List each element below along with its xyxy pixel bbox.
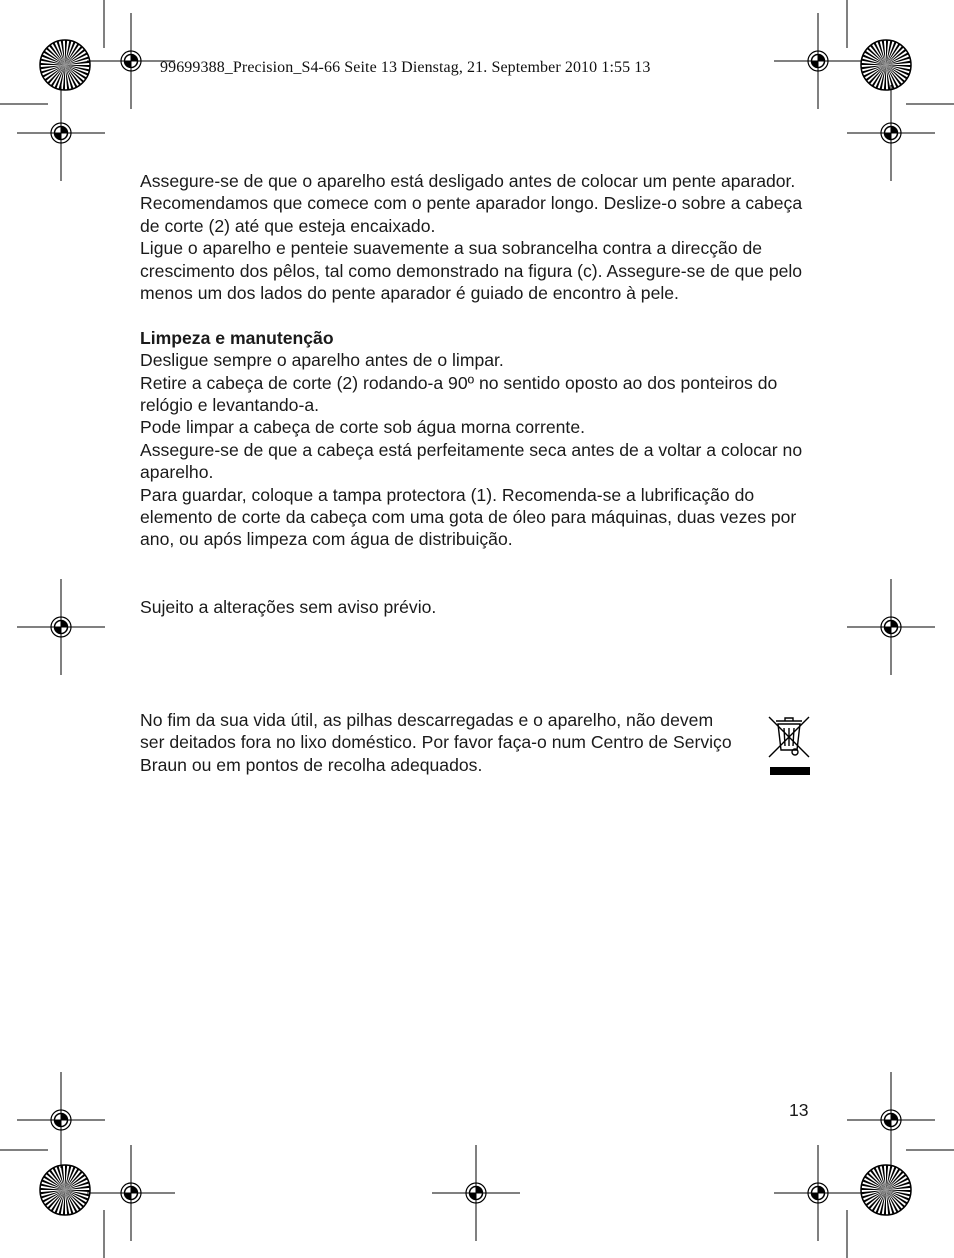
instructions-body: [140, 170, 812, 618]
disposal-notice: No fim da sua vida útil, as pilhas descarregadas e o aparelho, não devem ser deitados fora no lixo doméstico. Por favor faça-o num Centro de Serviço Braun ou em pontos de recolha adequados.: [140, 710, 732, 775]
crosshair-registration-icon: [17, 579, 105, 675]
usage-paragraph: Recomendamos que comece com o pente aparador longo. Deslize-o sobre a cabeça de corte (2) até que esteja encaixado.: [140, 193, 803, 236]
usage-paragraph: Ligue o aparelho e penteie suavemente a sua sobrancelha contra a direcção de crescimento dos pêlos, tal como demonstrado na figura (c). Assegure-se de que pelo menos um dos lados do pente aparador é guiado de encontro à pele.: [140, 238, 803, 304]
crosshair-registration-icon: [774, 13, 862, 109]
cleaning-paragraph: Para guardar, coloque a tampa protectora (1). Recomenda-se a lubrificação do elemento de corte da cabeça com uma gota de óleo para máquinas, duas vezes por ano, ou após limpeza com água de distribuição.: [140, 484, 797, 550]
print-info-header: 99699388_Precision_S4-66 Seite 13 Dienstag, 21. September 2010 1:55 13: [160, 59, 651, 76]
crosshair-registration-icon: [847, 579, 935, 675]
cleaning-paragraph: Retire a cabeça de corte (2) rodando-a 90º no sentido oposto ao dos ponteiros do relógio e levantando-a.: [140, 372, 778, 416]
cleaning-paragraph: Pode limpar a cabeça de corte sob água morna corrente.: [140, 417, 585, 438]
crosshair-registration-icon: [17, 85, 105, 181]
cleaning-paragraph: Assegure-se de que a cabeça está perfeitamente seca antes de a voltar a colocar no aparelho.: [140, 439, 803, 483]
change-notice: Sujeito a alterações sem aviso prévio.: [140, 596, 437, 617]
starburst-registration-icon: [861, 40, 911, 90]
crosshair-registration-icon: [847, 1072, 935, 1168]
starburst-registration-icon: [861, 1165, 911, 1215]
page-number: 13: [789, 1100, 809, 1120]
starburst-registration-icon: [40, 1165, 90, 1215]
starburst-registration-icon: [40, 40, 90, 90]
crosshair-registration-icon: [432, 1145, 520, 1241]
crosshair-registration-icon: [847, 85, 935, 181]
crosshair-registration-icon: [17, 1072, 105, 1168]
crosshair-registration-icon: [87, 1145, 175, 1241]
usage-paragraph: Assegure-se de que o aparelho está desligado antes de colocar um pente aparador.: [140, 171, 796, 191]
cleaning-heading: Limpeza e manutenção: [140, 327, 334, 348]
crosshair-registration-icon: [774, 1145, 862, 1241]
cleaning-paragraph: Desligue sempre o aparelho antes de o limpar.: [140, 350, 504, 371]
crossed-out-wheelie-bin-icon: [766, 712, 812, 778]
